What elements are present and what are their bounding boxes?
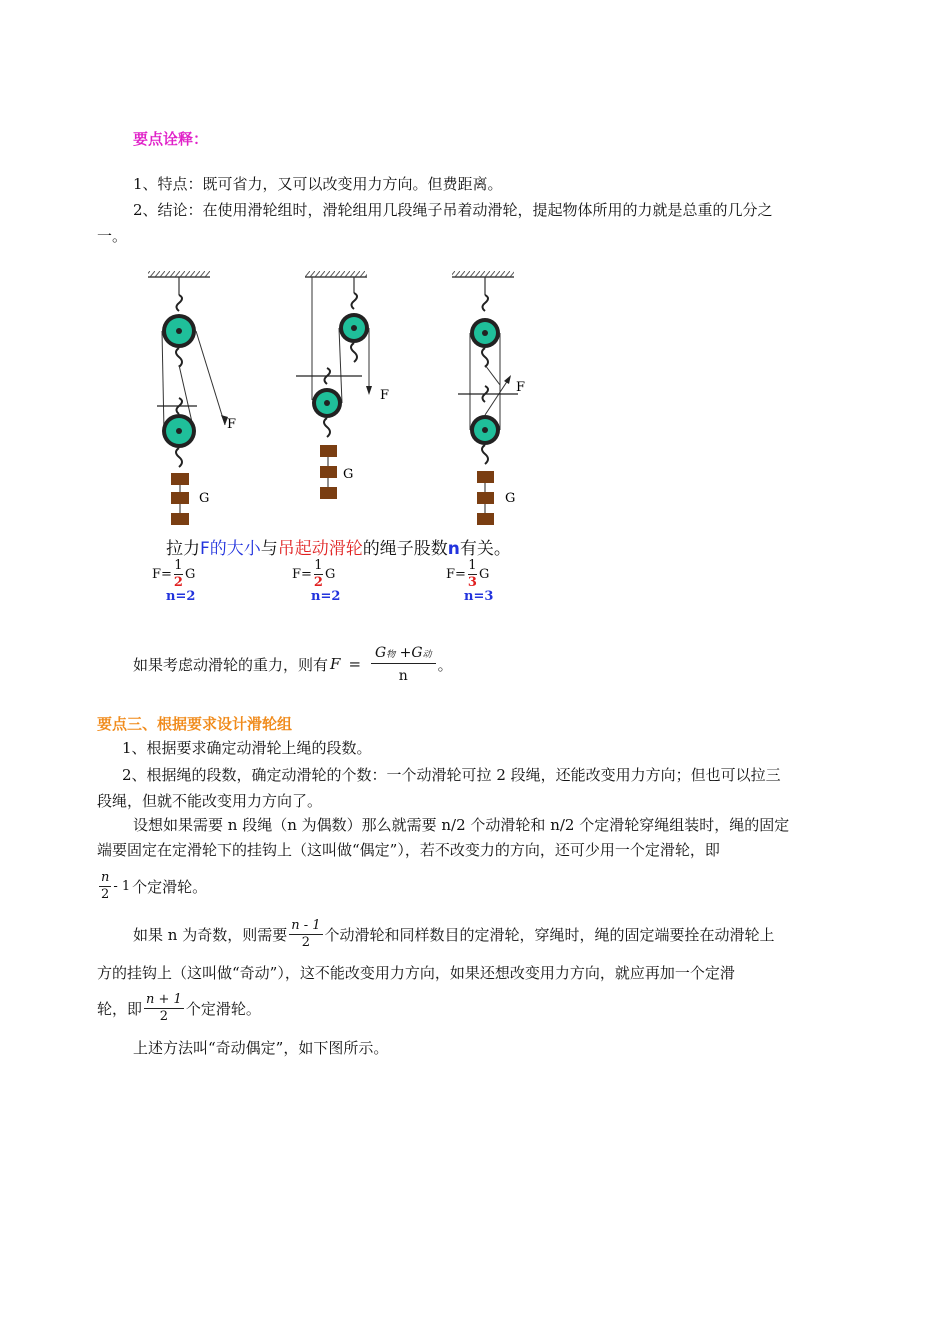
n-value-3: n=3: [464, 589, 494, 604]
point-2-line-1: 2、结论：在使用滑轮组时，滑轮组用几段绳子吊着动滑轮，提起物体所用的力就是总重的几分之: [133, 201, 773, 219]
summary-line: 上述方法叫“奇动偶定”，如下图所示。: [133, 1039, 389, 1057]
even-line-2: 端要固定在定滑轮下的挂钩上（这叫做“偶定”），若不改变力的方向，还可少用一个定滑轮，即: [97, 841, 720, 859]
force-label: F: [227, 417, 237, 432]
weight-label: G: [505, 491, 516, 506]
formula-2: F= $\frac{1}{2}$ G: [292, 558, 336, 590]
even-line-3: $\frac{n}{2}$ - 1 个定滑轮。: [101, 869, 208, 902]
formula-3: F= $\frac{1}{3}$ G: [446, 558, 490, 590]
point-2-line-2: 一。: [97, 227, 128, 245]
s3-item-1: 1、根据要求确定动滑轮上绳的段数。: [122, 739, 372, 757]
odd-line-3: 轮，即 $\frac{n + 1}{2}$ 个定滑轮。: [97, 991, 261, 1024]
caption-part: 与: [260, 539, 278, 559]
force-label: F: [516, 380, 526, 395]
formula-1: F= $\frac{1}{2}$ G: [152, 558, 196, 590]
hook-icon: [177, 295, 183, 311]
weight-label: G: [199, 491, 210, 506]
pulley-system-3: [452, 271, 525, 525]
s3-item-2-line-2: 段绳，但就不能改变用力方向了。: [97, 792, 323, 810]
pulley-system-2: [296, 271, 389, 499]
caption-part: 有关。: [459, 539, 511, 559]
odd-line-2: 方的挂钩上（这叫做“奇动”），这不能改变用力方向，如果还想改变用力方向，就应再加一个定滑: [97, 964, 735, 982]
weight-fraction: $\frac{\text{G物 +G动}}{n}$: [371, 645, 436, 684]
n-value-1: n=2: [166, 589, 196, 604]
caption-part: 拉力: [166, 539, 200, 559]
weight-sentence: 如果考虑动滑轮的重力，则有 F = $\frac{\text{G物 +G动}}{n}$ 。: [133, 644, 453, 684]
even-line-1: 设想如果需要 n 段绳（n 为偶数）那么就需要 n/2 个动滑轮和 n/2 个定滑轮穿绳组装时，绳的固定: [133, 816, 790, 834]
caption-part: n: [447, 539, 460, 559]
caption-part: 的绳子股数: [362, 539, 448, 559]
heading-explain: 要点诠释：: [133, 130, 209, 148]
s3-item-2-line-1: 2、根据绳的段数，确定动滑轮的个数：一个动滑轮可拉 2 段绳，还能改变用力方向；但也可以拉三: [122, 766, 781, 784]
force-label: F: [380, 388, 390, 403]
heading-section-three: 要点三、根据要求设计滑轮组: [97, 715, 293, 733]
point-1: 1、特点：既可省力，又可以改变用力方向。但费距离。: [133, 175, 503, 193]
odd-line-1: 如果 n 为奇数，则需要 $\frac{n - 1}{2}$ 个动滑轮和同样数目的定滑轮，穿绳时，绳的固定端要拴在动滑轮上: [133, 917, 775, 950]
figure-caption: [166, 534, 511, 559]
caption-part: F的大小: [200, 539, 261, 559]
caption-part: 吊起: [277, 539, 312, 559]
weight-label: G: [343, 467, 354, 482]
pulley-system-1: [148, 271, 236, 525]
n-value-2: n=2: [311, 589, 341, 604]
caption-part: 动滑轮: [311, 539, 363, 559]
